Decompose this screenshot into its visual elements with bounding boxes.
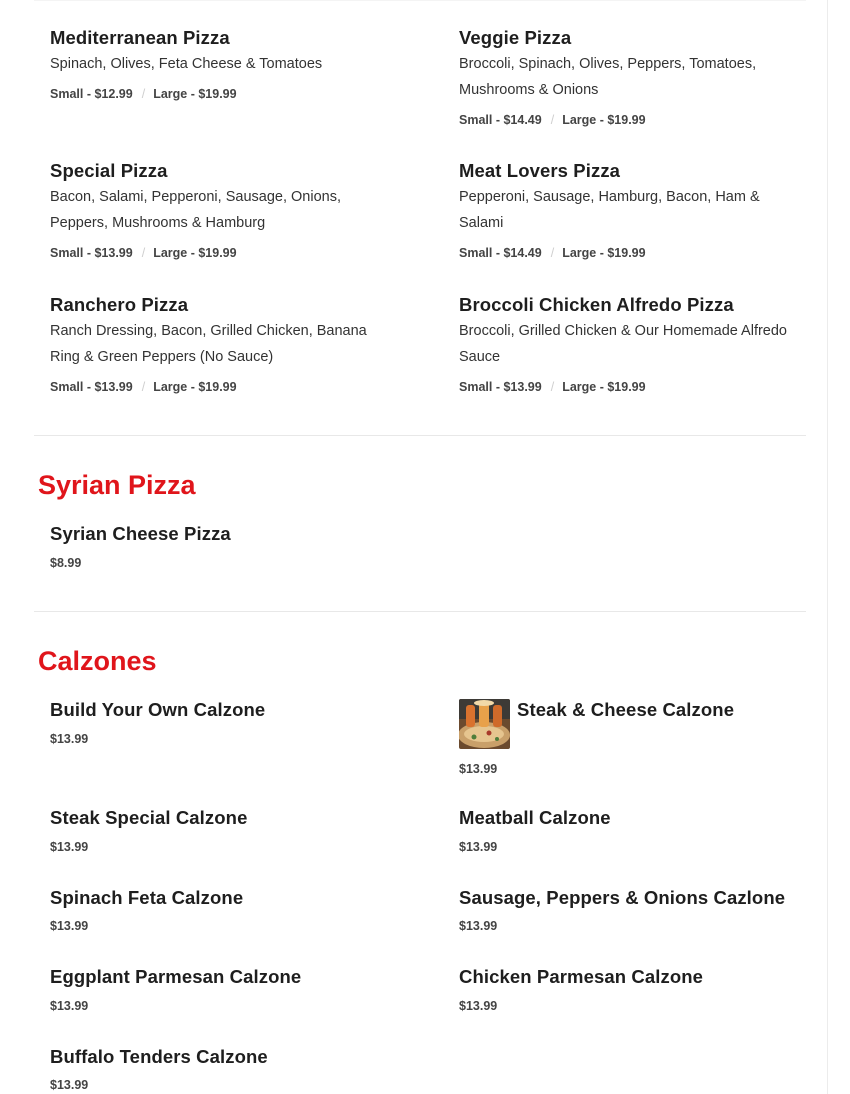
price-small: Small - $13.99 xyxy=(459,380,542,394)
steak-cheese-calzone-photo[interactable] xyxy=(459,699,510,749)
menu-item[interactable] xyxy=(50,294,380,395)
item-price: $13.99 xyxy=(50,1078,89,1092)
item-price: $13.99 xyxy=(459,762,498,776)
price-small: Small - $12.99 xyxy=(50,87,133,101)
item-name: Meat Lovers Pizza xyxy=(459,160,621,181)
item-name: Chicken Parmesan Calzone xyxy=(459,966,704,987)
item-name: Build Your Own Calzone xyxy=(50,699,266,720)
menu-item[interactable] xyxy=(50,1046,400,1093)
item-name: Syrian Cheese Pizza xyxy=(50,523,231,544)
item-name: Sausage, Peppers & Onions Cazlone xyxy=(459,887,786,908)
item-name: Meatball Calzone xyxy=(459,807,611,828)
item-price: $13.99 xyxy=(459,840,498,854)
menu-item[interactable] xyxy=(50,160,390,261)
price-separator: / xyxy=(550,246,555,260)
item-price: $13.99 xyxy=(50,999,89,1013)
menu-item[interactable] xyxy=(459,294,794,395)
item-prices xyxy=(50,379,380,395)
item-name: Eggplant Parmesan Calzone xyxy=(50,966,302,987)
price-separator: / xyxy=(141,246,146,260)
item-price: $13.99 xyxy=(50,919,89,933)
price-large: Large - $19.99 xyxy=(562,380,646,394)
price-small: Small - $13.99 xyxy=(50,246,133,260)
item-name: Steak & Cheese Calzone xyxy=(517,699,735,720)
price-large: Large - $19.99 xyxy=(562,246,646,260)
item-name: Steak Special Calzone xyxy=(50,807,248,828)
menu-item[interactable] xyxy=(50,523,400,571)
menu-item[interactable] xyxy=(50,699,400,747)
menu-item[interactable] xyxy=(459,160,804,261)
item-name: Mediterranean Pizza xyxy=(50,27,230,48)
item-description: Spinach, Olives, Feta Cheese & Tomatoes xyxy=(50,56,323,72)
menu-item[interactable] xyxy=(50,966,400,1014)
menu-item[interactable] xyxy=(50,807,400,855)
price-large: Large - $19.99 xyxy=(153,246,237,260)
item-description: Pepperoni, Sausage, Hamburg, Bacon, Ham & Salami xyxy=(459,189,760,231)
section-title-calzones: Calzones xyxy=(38,646,157,676)
item-name: Veggie Pizza xyxy=(459,27,572,48)
item-name: Special Pizza xyxy=(50,160,168,181)
item-name: Ranchero Pizza xyxy=(50,294,189,315)
item-price: $13.99 xyxy=(459,999,498,1013)
item-prices xyxy=(50,86,400,102)
price-separator: / xyxy=(141,380,146,394)
menu-item[interactable] xyxy=(50,887,400,934)
menu-item[interactable] xyxy=(459,807,804,855)
item-prices xyxy=(459,112,804,128)
menu-item[interactable] xyxy=(459,887,814,934)
menu-item[interactable] xyxy=(459,27,804,128)
item-name: Buffalo Tenders Calzone xyxy=(50,1046,268,1067)
menu-item[interactable] xyxy=(459,966,804,1014)
price-separator: / xyxy=(141,87,146,101)
calzone-photo-image xyxy=(459,699,510,749)
top-divider xyxy=(34,0,806,1)
menu-item[interactable] xyxy=(50,27,400,102)
item-description: Broccoli, Spinach, Olives, Peppers, Tomatoes, Mushrooms & Onions xyxy=(459,56,757,98)
section-divider xyxy=(34,611,806,612)
item-description: Ranch Dressing, Bacon, Grilled Chicken, Banana Ring & Green Peppers (No Sauce) xyxy=(50,323,367,365)
item-price: $13.99 xyxy=(50,840,89,854)
item-prices xyxy=(50,245,390,261)
item-prices xyxy=(459,379,794,395)
price-small: Small - $14.49 xyxy=(459,113,542,127)
right-edge-rule xyxy=(827,0,828,1094)
price-large: Large - $19.99 xyxy=(153,87,237,101)
item-name: Spinach Feta Calzone xyxy=(50,887,244,908)
item-name: Broccoli Chicken Alfredo Pizza xyxy=(459,294,734,315)
item-description: Bacon, Salami, Pepperoni, Sausage, Onions, Peppers, Mushrooms & Hamburg xyxy=(50,189,341,231)
price-separator: / xyxy=(550,113,555,127)
section-title-syrian-pizza: Syrian Pizza xyxy=(38,470,196,500)
menu-item[interactable] xyxy=(517,699,807,721)
item-price: $13.99 xyxy=(459,919,498,933)
item-prices xyxy=(459,245,804,261)
section-divider xyxy=(34,435,806,436)
price-small: Small - $14.49 xyxy=(459,246,542,260)
price-large: Large - $19.99 xyxy=(153,380,237,394)
item-price: $8.99 xyxy=(50,556,82,570)
price-separator: / xyxy=(550,380,555,394)
price-large: Large - $19.99 xyxy=(562,113,646,127)
price-small: Small - $13.99 xyxy=(50,380,133,394)
item-price: $13.99 xyxy=(50,732,89,746)
item-description: Broccoli, Grilled Chicken & Our Homemade Alfredo Sauce xyxy=(459,323,787,365)
